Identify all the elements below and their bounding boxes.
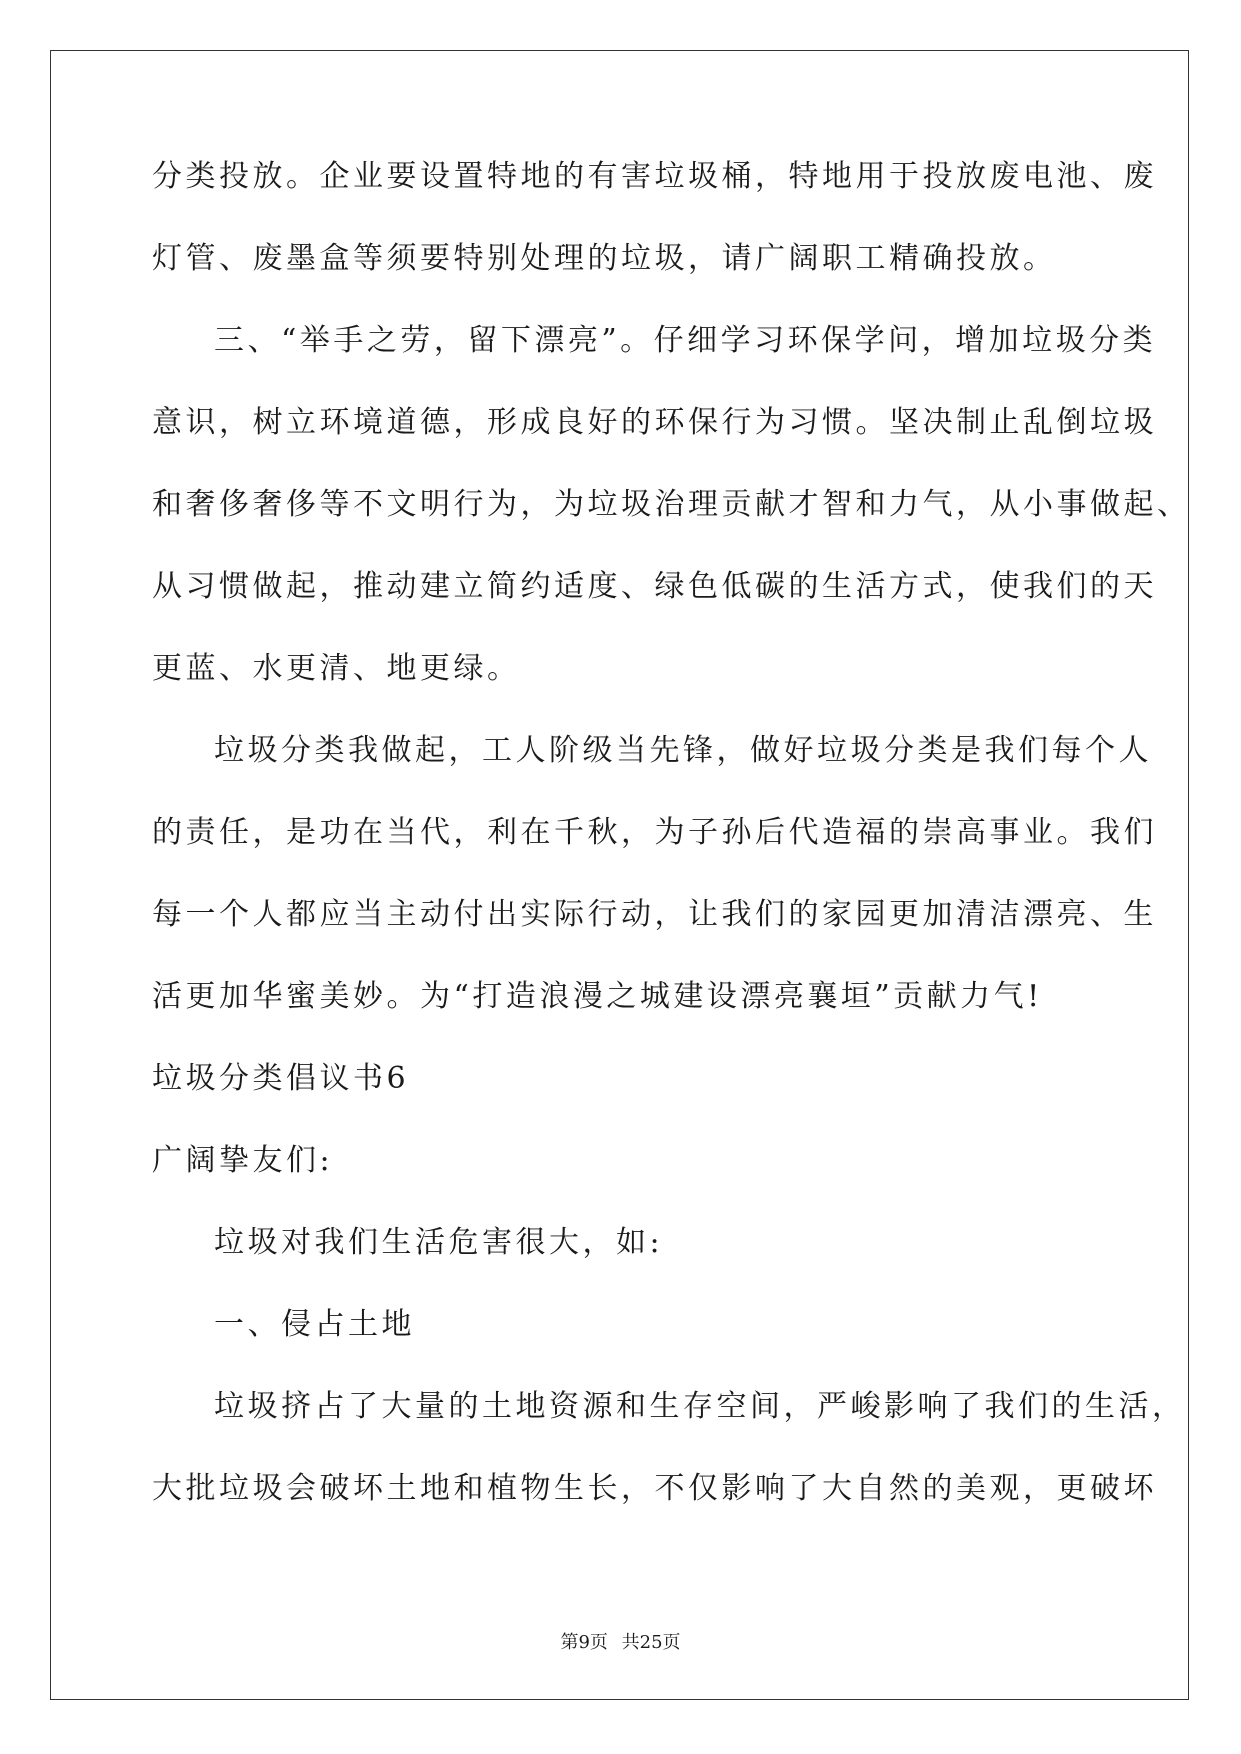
text-line-10: 每一个人都应当主动付出实际行动，让我们的家园更加清洁漂亮、生 xyxy=(152,897,1157,932)
section-heading: 垃圾分类倡议书6 xyxy=(152,1061,410,1096)
text-line-9: 的责任，是功在当代，利在千秋，为子孙后代造福的崇高事业。我们 xyxy=(152,815,1157,850)
text-line-6: 从习惯做起，推动建立简约适度、绿色低碳的生活方式，使我们的天 xyxy=(152,569,1157,604)
salutation: 广阔挚友们: xyxy=(152,1143,334,1178)
text-line-17: 大批垃圾会破坏土地和植物生长，不仅影响了大自然的美观，更破坏 xyxy=(152,1471,1157,1506)
document-body xyxy=(152,159,1191,1554)
page-number: 第9页 xyxy=(560,1632,608,1653)
text-line-14: 垃圾对我们生活危害很大，如: xyxy=(214,1225,664,1260)
text-line-3: 三、“举手之劳，留下漂亮”。仔细学习环保学问，增加垃圾分类 xyxy=(214,323,1157,358)
text-line-15: 一、侵占土地 xyxy=(214,1307,415,1342)
page-footer xyxy=(0,1628,1241,1654)
text-line-2: 灯管、废墨盒等须要特别处理的垃圾，请广阔职工精确投放。 xyxy=(152,241,1057,276)
page-total: 共25页 xyxy=(621,1632,681,1653)
text-line-4: 意识，树立环境道德，形成良好的环保行为习惯。坚决制止乱倒垃圾 xyxy=(152,405,1157,440)
text-line-1: 分类投放。企业要设置特地的有害垃圾桶，特地用于投放废电池、废 xyxy=(152,159,1157,194)
text-line-11: 活更加华蜜美妙。为“打造浪漫之城建设漂亮襄垣”贡献力气! xyxy=(152,979,1043,1014)
text-line-16: 垃圾挤占了大量的土地资源和生存空间，严峻影响了我们的生活， xyxy=(214,1389,1186,1424)
text-line-8: 垃圾分类我做起，工人阶级当先锋，做好垃圾分类是我们每个人 xyxy=(214,733,1152,768)
text-line-5: 和奢侈奢侈等不文明行为，为垃圾治理贡献才智和力气，从小事做起、 xyxy=(152,487,1191,522)
text-line-7: 更蓝、水更清、地更绿。 xyxy=(152,651,521,686)
